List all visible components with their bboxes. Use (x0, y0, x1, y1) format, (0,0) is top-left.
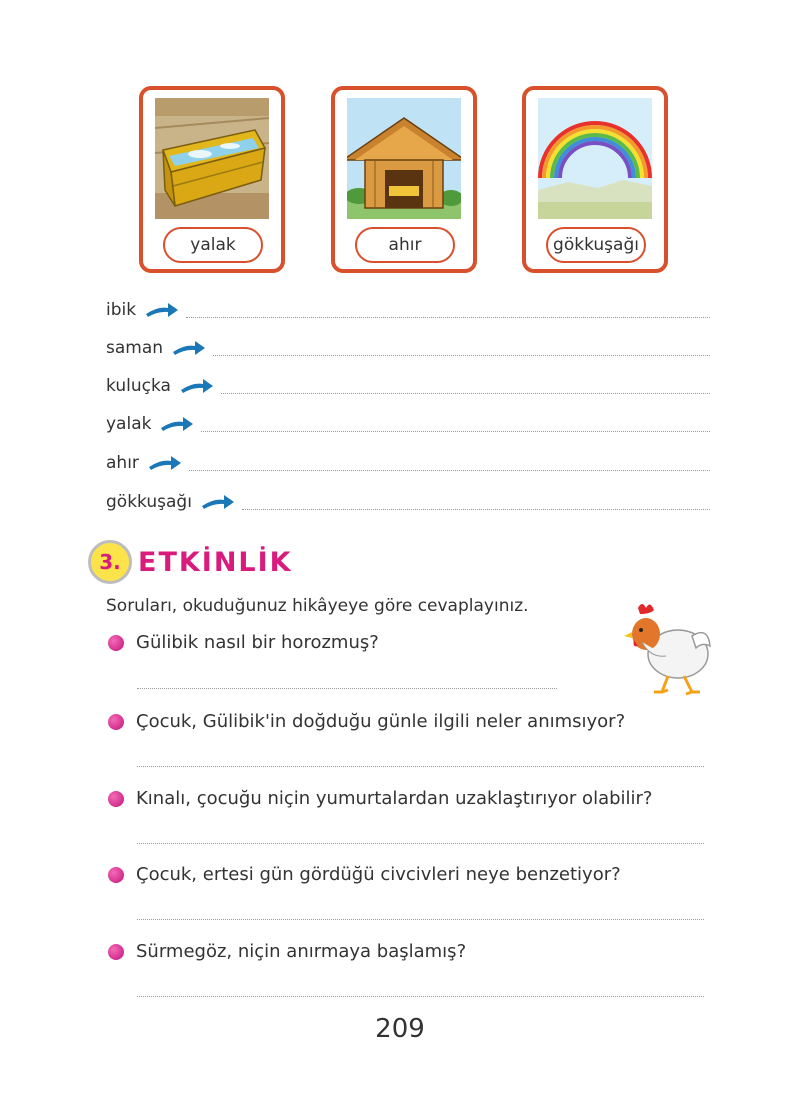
activity-title: ETKİNLİK (138, 546, 293, 578)
arrow-icon (200, 493, 236, 511)
question-item (108, 941, 466, 962)
card-ahir (331, 86, 477, 273)
rainbow-picture (538, 98, 652, 219)
arrow-icon (144, 301, 180, 319)
answer-line[interactable] (221, 393, 710, 394)
vocab-word: yalak (106, 414, 152, 434)
answer-line[interactable] (137, 843, 704, 844)
vocab-row (106, 411, 710, 437)
bullet-icon (108, 714, 124, 730)
arrow-icon (159, 415, 195, 433)
card-label: ahır (355, 227, 455, 263)
vocab-word: kuluçka (106, 376, 171, 396)
arrow-icon (179, 377, 215, 395)
trough-picture (155, 98, 269, 219)
vocab-row (106, 450, 710, 476)
question-item (108, 632, 379, 653)
answer-line[interactable] (189, 470, 710, 471)
activity-instructions: Soruları, okuduğunuz hikâyeye göre cevaplayınız. (106, 596, 529, 616)
vocab-word: ibik (106, 300, 137, 320)
vocab-row (106, 373, 710, 399)
answer-line[interactable] (137, 919, 704, 920)
arrow-icon (147, 454, 183, 472)
answer-line[interactable] (213, 355, 710, 356)
card-yalak (139, 86, 285, 273)
vocab-row (106, 335, 710, 361)
vocab-word: ahır (106, 453, 139, 473)
bullet-icon (108, 867, 124, 883)
question-item (108, 788, 652, 809)
question-text: Çocuk, ertesi gün gördüğü civcivleri neye benzetiyor? (136, 864, 621, 885)
card-gokkusagi (522, 86, 668, 273)
answer-line[interactable] (137, 688, 557, 689)
activity-heading (88, 540, 293, 584)
bullet-icon (108, 944, 124, 960)
answer-line[interactable] (137, 996, 704, 997)
vocab-row (106, 489, 710, 515)
answer-line[interactable] (201, 431, 710, 432)
question-text: Çocuk, Gülibik'in doğduğu günle ilgili neler anımsıyor? (136, 711, 626, 732)
question-text: Sürmegöz, niçin anırmaya başlamış? (136, 941, 467, 962)
answer-line[interactable] (137, 766, 704, 767)
page-number: 209 (375, 1014, 425, 1044)
question-item (108, 711, 625, 732)
card-label: gökkuşağı (546, 227, 646, 263)
arrow-icon (171, 339, 207, 357)
vocab-word: saman (106, 338, 164, 358)
hen-illustration (622, 598, 714, 702)
question-text: Gülibik nasıl bir horozmuş? (136, 632, 379, 653)
question-text: Kınalı, çocuğu niçin yumurtalardan uzaklaştırıyor olabilir? (136, 788, 653, 809)
bullet-icon (108, 791, 124, 807)
vocab-row (106, 297, 710, 323)
card-label: yalak (163, 227, 263, 263)
answer-line[interactable] (242, 509, 710, 510)
vocab-word: gökkuşağı (106, 492, 192, 512)
barn-picture (347, 98, 461, 219)
question-item (108, 864, 621, 885)
activity-number-badge: 3. (88, 540, 132, 584)
bullet-icon (108, 635, 124, 651)
answer-line[interactable] (186, 317, 710, 318)
